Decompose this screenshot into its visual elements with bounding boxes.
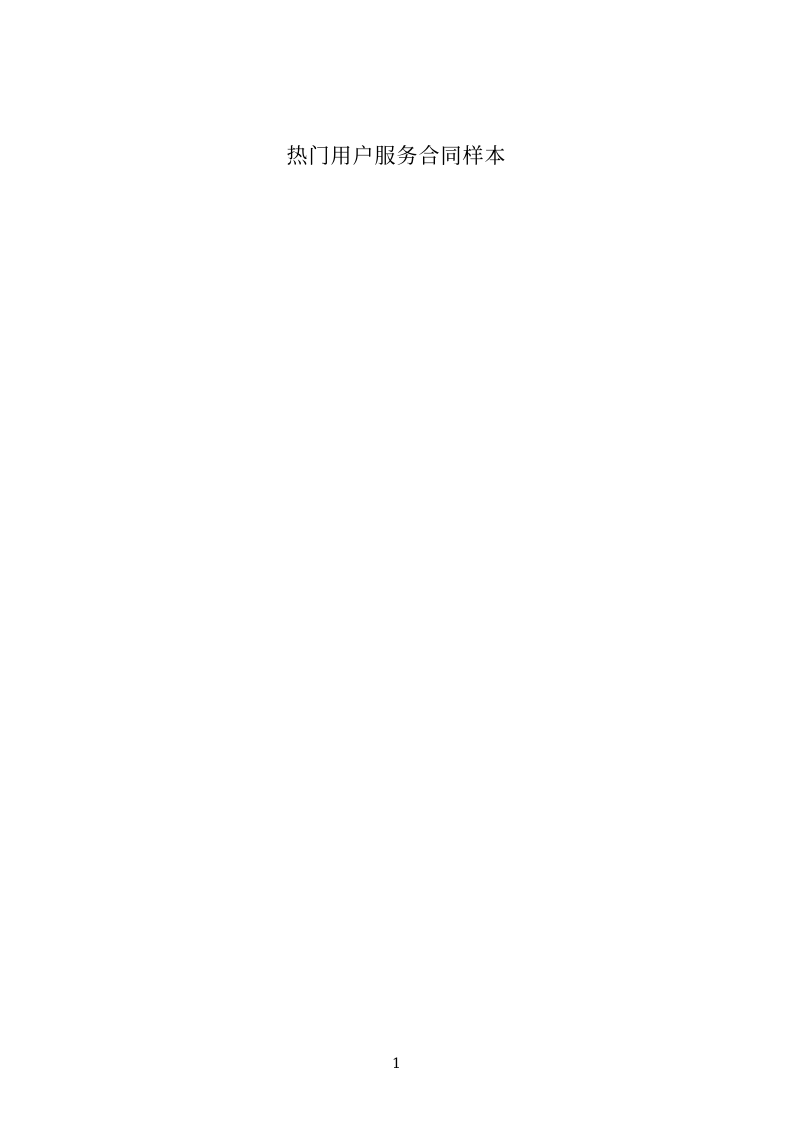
page-number: 1 [392,1056,401,1072]
document-title: 热门用户服务合同样本 [286,144,507,168]
